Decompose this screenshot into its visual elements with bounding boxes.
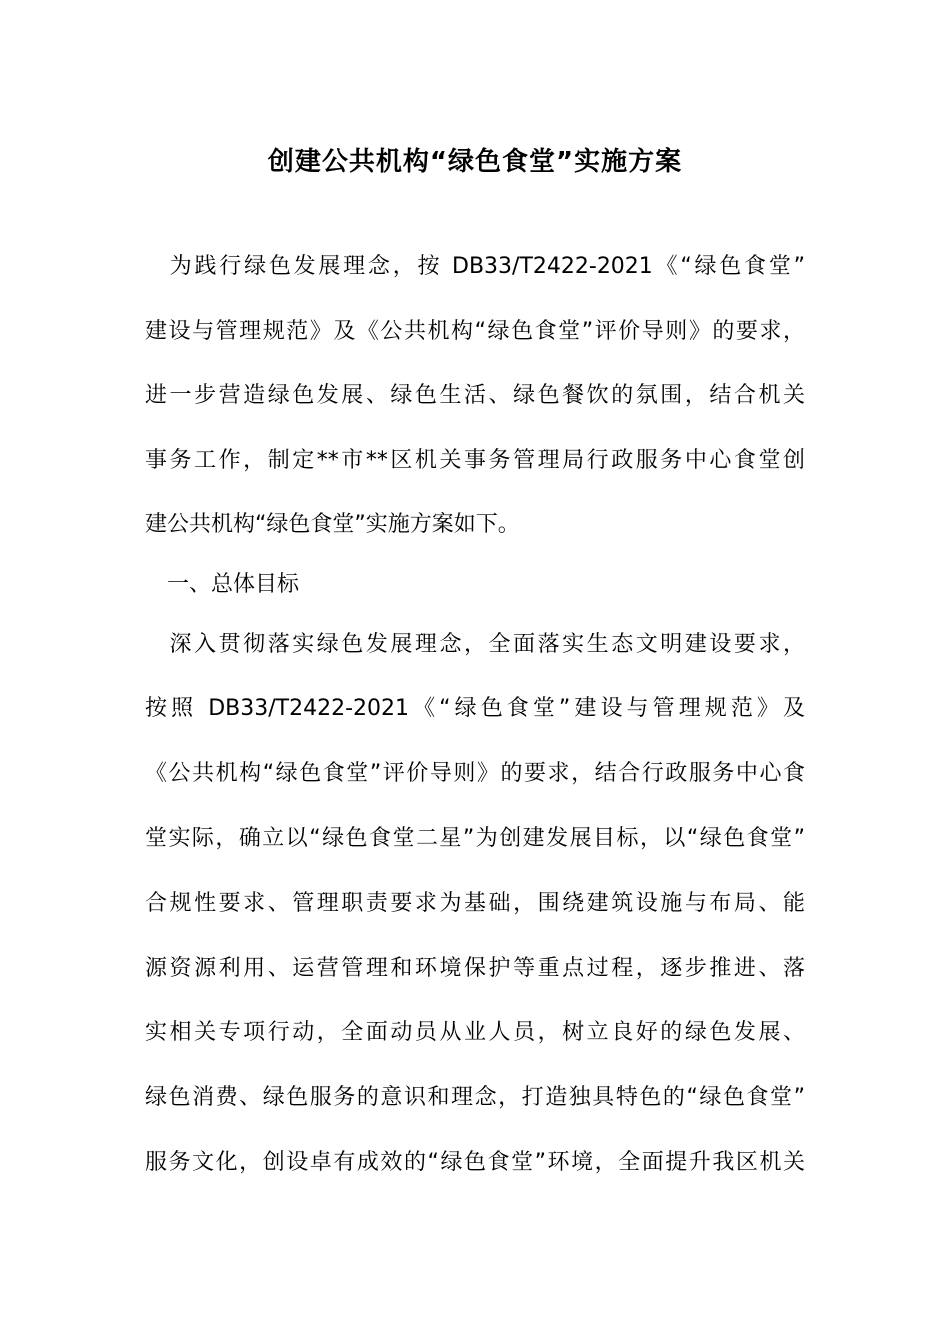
paragraph-line-11: 源资源利用、运营管理和环境保护等重点过程，逐步推进、落: [145, 956, 805, 981]
paragraph-line-10: 合规性要求、管理职责要求为基础，围绕建筑设施与布局、能: [145, 891, 805, 916]
document-title: 创建公共机构“绿色食堂”实施方案: [267, 147, 683, 177]
section-heading-overall-goal: 一、总体目标: [145, 572, 300, 597]
paragraph-line-4: 事务工作，制定**市**区机关事务管理局行政服务中心食堂创: [145, 448, 805, 473]
paragraph-line-14: 服务文化，创设卓有成效的“绿色食堂”环境，全面提升我区机关: [145, 1150, 805, 1175]
paragraph-line-7: 按照 DB33/T2422-2021《“绿色食堂”建设与管理规范》及: [145, 696, 805, 721]
paragraph-line-8: 《公共机构“绿色食堂”评价导则》的要求，结合行政服务中心食: [145, 761, 805, 786]
paragraph-line-5: 建公共机构“绿色食堂”实施方案如下。: [145, 512, 520, 537]
paragraph-line-2: 建设与管理规范》及《公共机构“绿色食堂”评价导则》的要求，: [145, 319, 805, 344]
paragraph-line-12: 实相关专项行动，全面动员从业人员，树立良好的绿色发展、: [145, 1020, 805, 1045]
paragraph-line-9: 堂实际，确立以“绿色食堂二星”为创建发展目标，以“绿色食堂”: [145, 826, 805, 851]
paragraph-line-13: 绿色消费、绿色服务的意识和理念，打造独具特色的“绿色食堂”: [145, 1085, 805, 1110]
paragraph-line-1: 为践行绿色发展理念，按 DB33/T2422-2021《“绿色食堂”: [145, 254, 805, 279]
paragraph-line-6: 深入贯彻落实绿色发展理念，全面落实生态文明建设要求，: [145, 632, 805, 657]
paragraph-line-3: 进一步营造绿色发展、绿色生活、绿色餐饮的氛围，结合机关: [145, 383, 805, 408]
